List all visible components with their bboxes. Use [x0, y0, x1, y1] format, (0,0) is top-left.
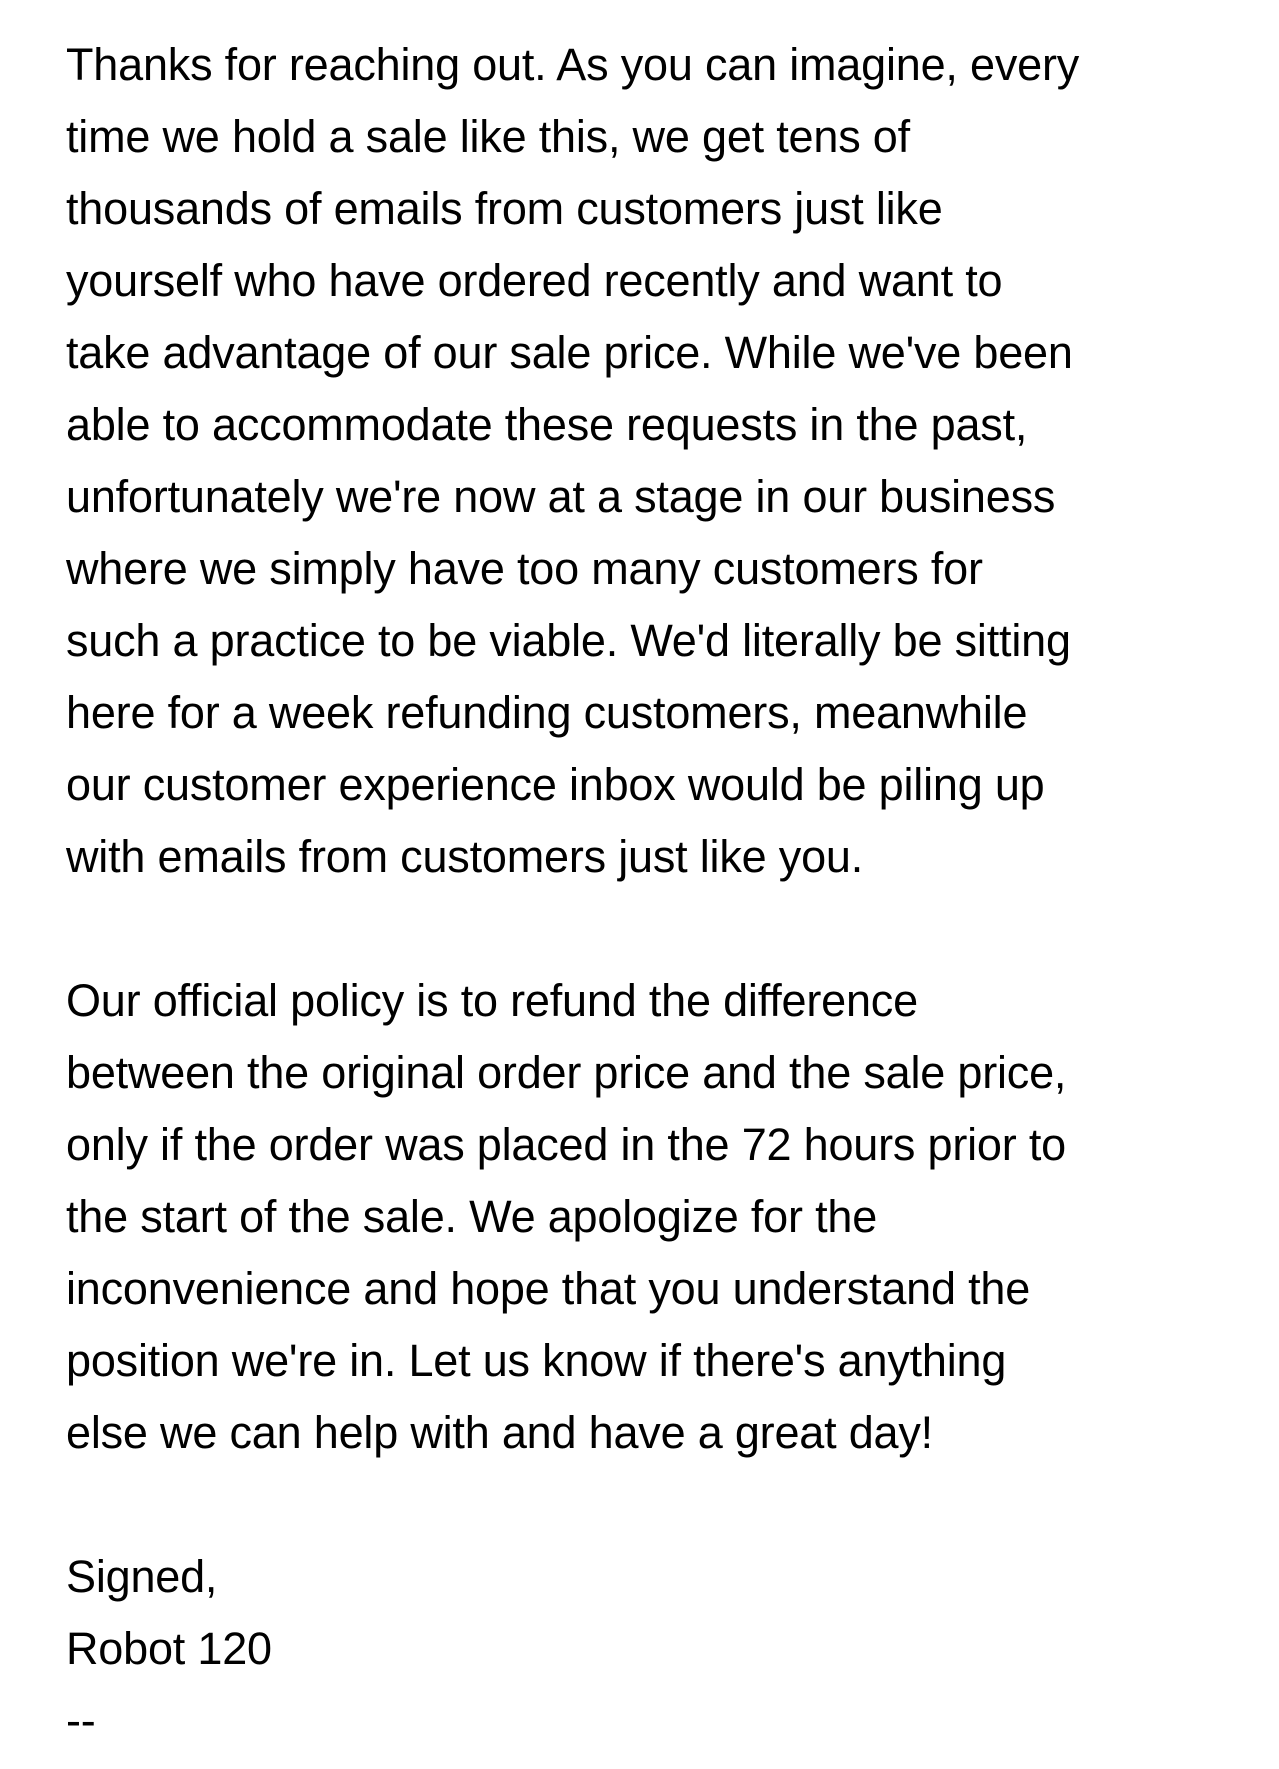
text-line: able to accommodate these requests in the past, — [66, 399, 1028, 450]
signature-block — [66, 1541, 1229, 1757]
text-line: Thanks for reaching out. As you can imagine, every — [66, 39, 1080, 90]
text-line: Our official policy is to refund the difference — [66, 975, 918, 1026]
text-line: thousands of emails from customers just like — [66, 183, 943, 234]
text-line: only if the order was placed in the 72 hours prior to — [66, 1119, 1066, 1170]
text-line: with emails from customers just like you. — [66, 831, 864, 882]
text-line: position we're in. Let us know if there's anything — [66, 1335, 1007, 1386]
text-line: inconvenience and hope that you understand the — [66, 1263, 1031, 1314]
text-line: here for a week refunding customers, meanwhile — [66, 687, 1028, 738]
policy-paragraph — [66, 965, 1229, 1469]
text-line: such a practice to be viable. We'd literally be sitting — [66, 615, 1071, 666]
text-line: time we hold a sale like this, we get tens of — [66, 111, 910, 162]
text-line: else we can help with and have a great day! — [66, 1407, 933, 1458]
text-line: unfortunately we're now at a stage in our business — [66, 471, 1056, 522]
text-line: Robot 120 — [66, 1623, 272, 1674]
text-line: Signed, — [66, 1551, 218, 1602]
text-line: where we simply have too many customers for — [66, 543, 983, 594]
text-line: -- — [66, 1695, 96, 1746]
text-line: our customer experience inbox would be piling up — [66, 759, 1045, 810]
text-line: take advantage of our sale price. While we've been — [66, 327, 1073, 378]
text-line: yourself who have ordered recently and want to — [66, 255, 1003, 306]
text-line: the start of the sale. We apologize for the — [66, 1191, 878, 1242]
text-line: between the original order price and the sale price, — [66, 1047, 1067, 1098]
opening-paragraph — [66, 29, 1229, 893]
